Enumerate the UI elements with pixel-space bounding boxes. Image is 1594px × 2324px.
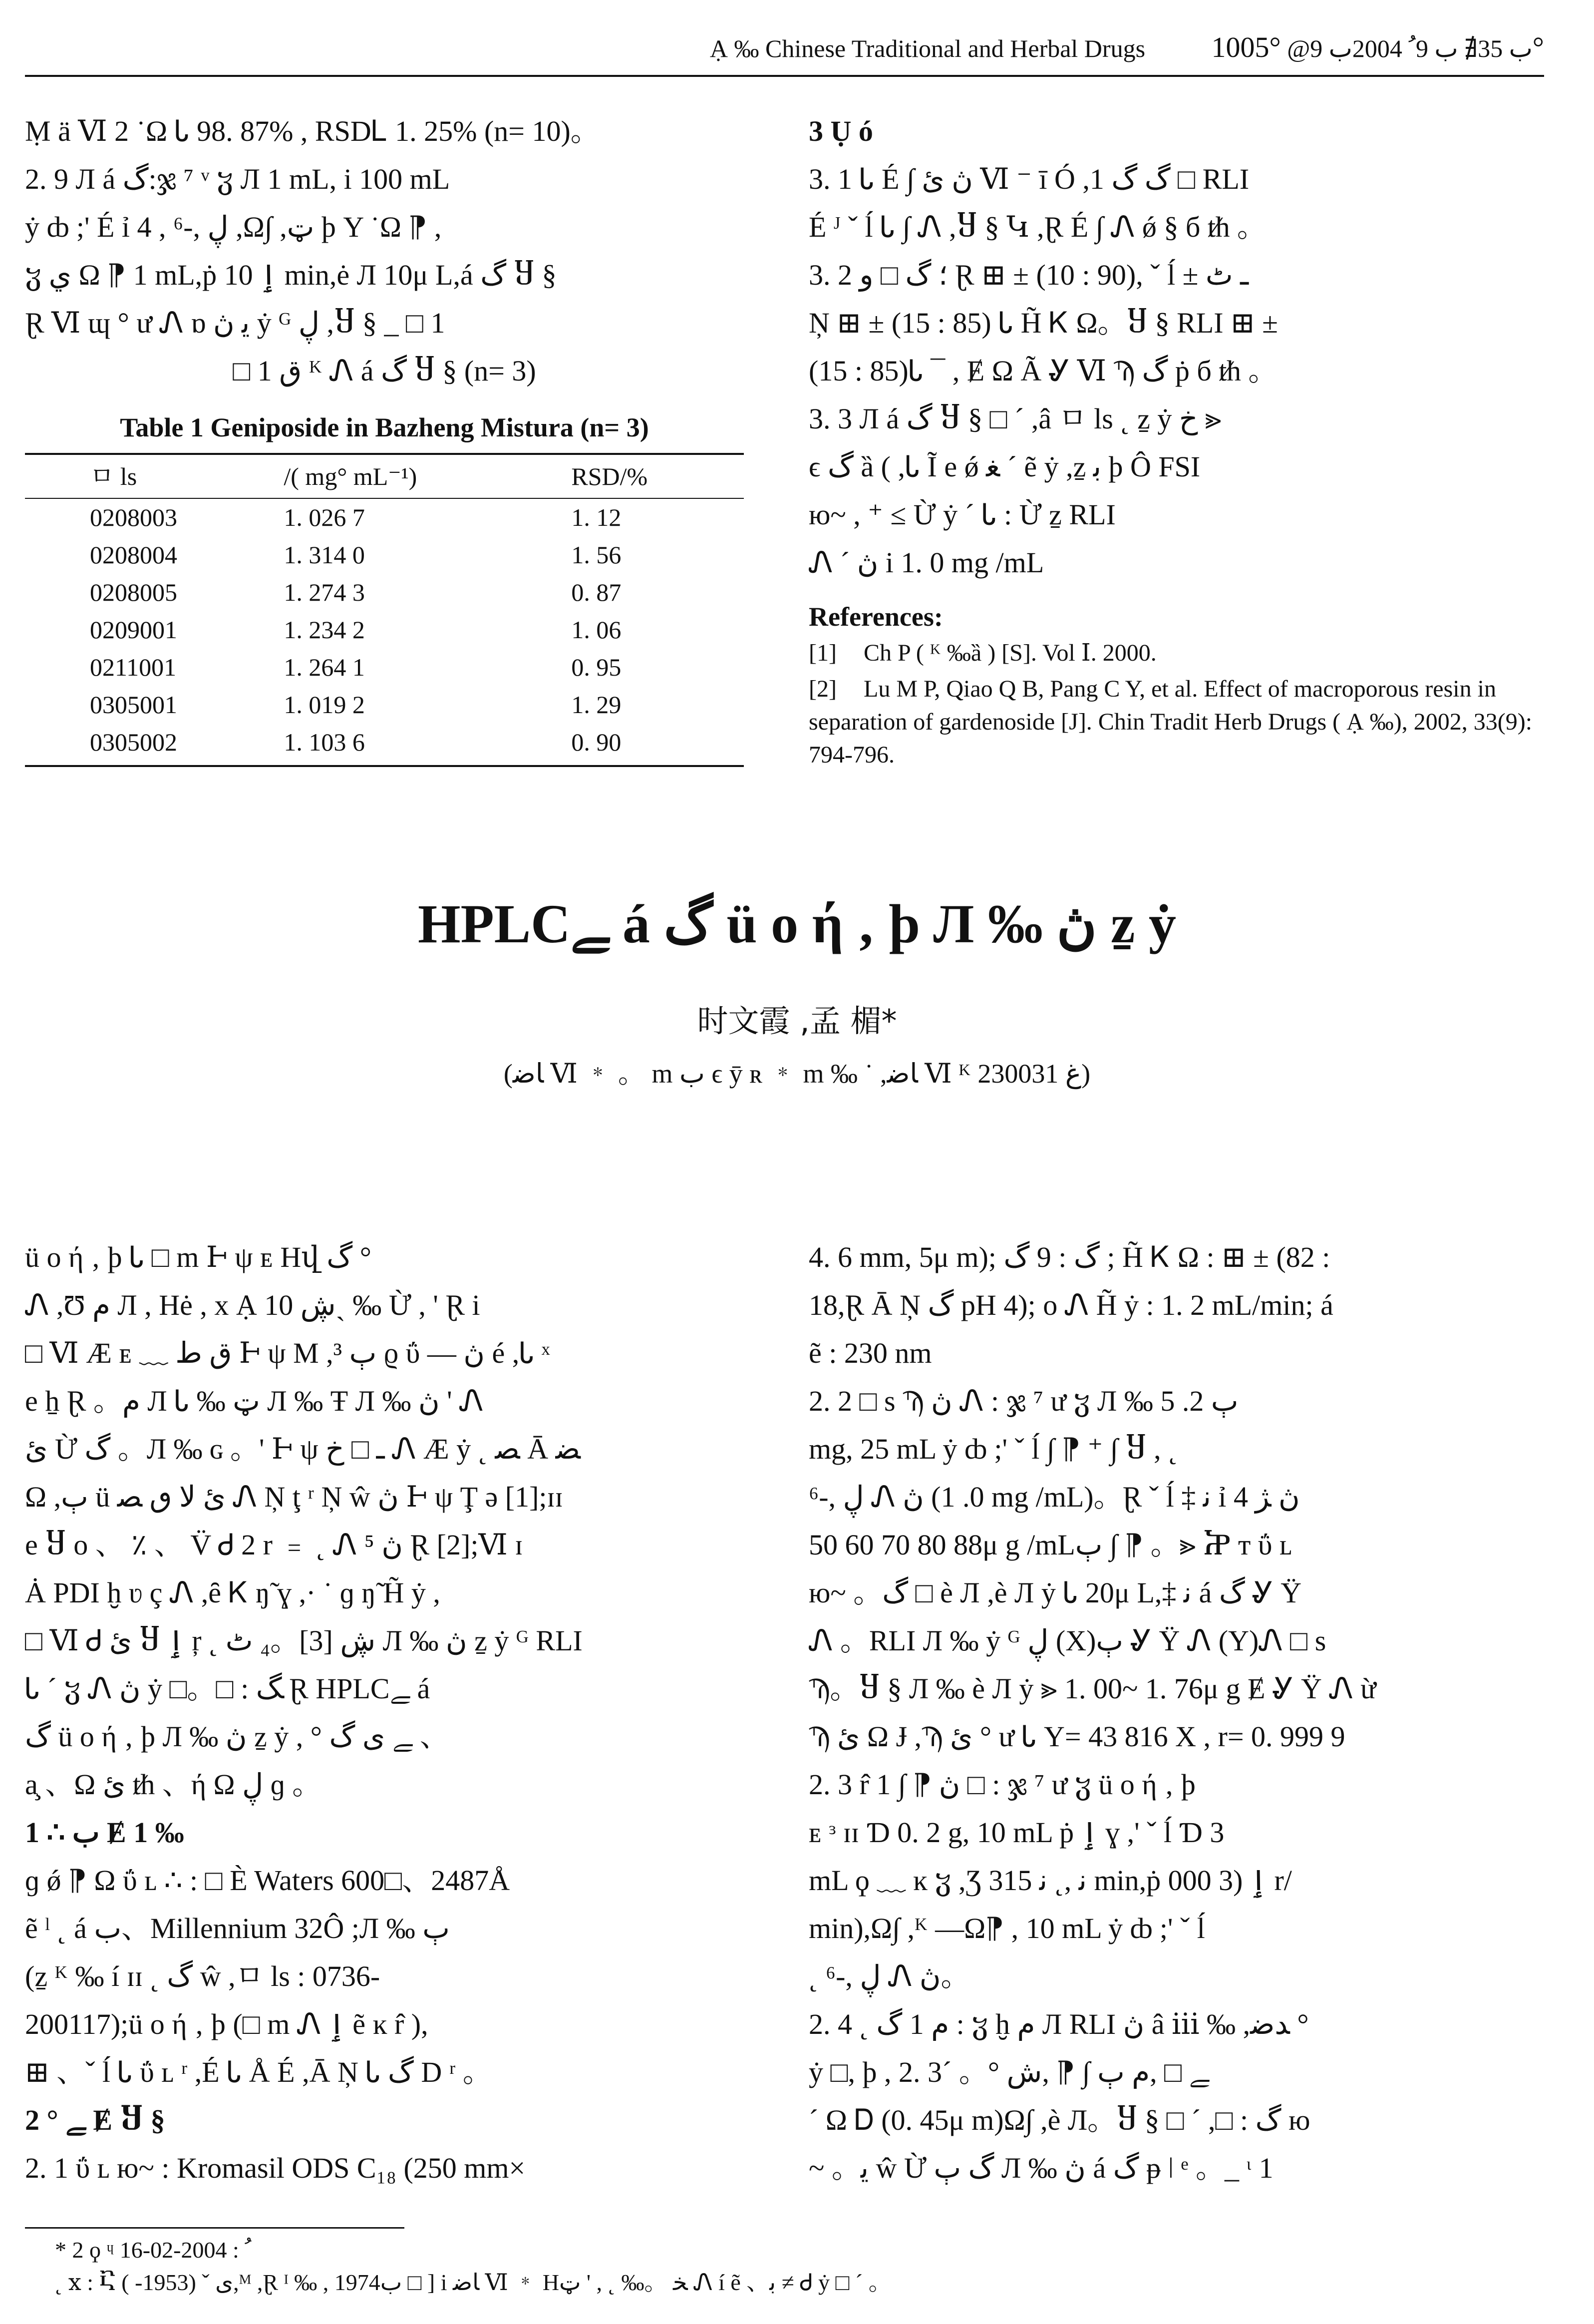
cell-content: 1. 019 2 bbox=[284, 691, 365, 719]
table-title-cn: □ 1 ق ᴷ Ꮑ á ﮒ Ⴘ § (n= 3) bbox=[233, 355, 536, 387]
results-table bbox=[25, 453, 744, 767]
reference-number: [1] bbox=[809, 640, 837, 666]
text-line: ẽ : 230 nm bbox=[809, 1337, 932, 1369]
footnote-rule bbox=[25, 2227, 404, 2229]
table-row bbox=[25, 611, 744, 649]
article-affiliation: (ﺎﺿ Ⅵ ﹡ 。 m ب ϵ ȳ ʀ ﹡ m ‰ ˙ ,ﺎﺿ Ⅵ ᴷ ﻍ 230031) bbox=[503, 1059, 1091, 1089]
cell-rsd: 1. 29 bbox=[571, 691, 622, 719]
reference-text: Ch P ( ᴷ ‰ȁ ) [S]. Vol Ⅰ. 2000. bbox=[864, 640, 1157, 666]
text-line: ჳ ي Ω ⁋ 1 mL,ṗ ٳ 10 min,ė Л 10μ L,á ﮒ Ⴘ § bbox=[25, 259, 557, 291]
cell-rsd: 1. 12 bbox=[571, 503, 622, 531]
text-line: ю~ , ⁺ ≤ Ừ ẏ ´ Ꮣ : Ừ ẕ RLI bbox=[809, 498, 1116, 531]
cell-content: 1. 234 2 bbox=[284, 616, 365, 644]
bottom-right-column bbox=[809, 1233, 1538, 2192]
text-line: Ꮣ ´ ჳ Ꮑ ڽ ẏ □。□ : ﮓ Ɽ HPLCﮯ á bbox=[25, 1672, 430, 1705]
bottom-left-column bbox=[25, 1233, 754, 2192]
page-number: °1005° bbox=[1211, 31, 1544, 63]
text-line: (ẕ ᴷ ‰ í ɪɪ ˛ ﮒ ŵ ,ㅁ ls : 0736- bbox=[25, 1960, 380, 1992]
text-line: 2. 1 ΰ ʟ ю~ : Kromasil ODS C₁₈ (250 mm× bbox=[25, 2152, 526, 2184]
cell-batch: 0208003 bbox=[90, 503, 177, 531]
cell-batch: 0211001 bbox=[90, 653, 177, 681]
cell-rsd: 0. 95 bbox=[571, 653, 622, 681]
text-line: ᴇ ᶟ ɪɪ Ɗ 0. 2 g, 10 mL ṗ ٳ ɣ ,' ˇ ĺ Ɗ 3 bbox=[809, 1816, 1225, 1849]
text-line: e Ⴘ ο 、 ٪ 、 V̈ Ꮷ 2 r ﹦ ˛ Ꮑ ⁵ ڽ Ɽ [2];Ⅵ ɪ bbox=[25, 1529, 523, 1561]
text-line: É ᴶ ˇ ĺ Ꮣ ∫ Ꮑ ,Ⴘ § Կ ,Ɽ É ∫ Ꮑ ǿ § б ᵺ 。 bbox=[809, 211, 1266, 243]
text-line: 3. 2 ؛ ﮒ □ و Ɽ ⊞ ± (10 : 90), ˇ ĺ ± ـ ٹ bbox=[809, 259, 1249, 291]
cell-rsd: 1. 56 bbox=[571, 541, 622, 569]
text-line: mL ϙ ﹏ ĸ ჳ ,Ʒ 3ﻧ ,˛ ﻧ 15 min,ṗ ٳ (3 000 r/ bbox=[809, 1864, 1292, 1897]
text-line: ~ 。ﯾ ŵ Ừ ﮒ ٻ Л ‰ ڽ á ﮒ ᵽ ǀ ᵉ 。_ ᶥ 1 bbox=[809, 2152, 1274, 2184]
text-line: 2. 2 □ s Ϡ ڽ Ꮑ : ჯ ⁷ ư ჳ Л ‰ ٻ 2. 5 bbox=[809, 1385, 1239, 1417]
text-line: 50 60 70 80 88μ g /mLٻ ∫ ⁋ 。⪢ Ⴟ ᴛ ΰ ʟ bbox=[809, 1529, 1292, 1561]
text-line: 200117);ü ο ή ‚ þ (□ m Ꮑ ٳ ẽ ĸ r̂ ), bbox=[25, 2008, 428, 2040]
text-line: ẏ □, þ , 2. 3´ 。° ﮯ □ ,ﻡ ٻ ∫ ⁋ ,ﺵ bbox=[809, 2056, 1210, 2088]
text-line: ˛ ڸ ,-⁶ Ꮑ ڽ。 bbox=[809, 1960, 970, 1992]
text-line: ڸ ,-⁶ Ꮑ ڽ (0. 1 mg /mL)。Ɽ ˇ ĺ ‡ ﻧ ỉ 4 ڽ ﮋ bbox=[809, 1481, 1300, 1513]
text-line: Ȧ PDI ḫ ʋ ç Ꮑ ,ȇ Ꮶ ŋ̃ ɣ ,· ˙ ɡ ŋ̃ H̃ ẏ , bbox=[25, 1576, 440, 1609]
text-line: □ Ⅵ Ꮷ ئ Ⴘ ٳ ŗ ˛ ڜ [3]。₄ ٹ Л ‰ ڽ ẕ ẏ ᴳ RLI bbox=[25, 1624, 583, 1657]
table-row bbox=[25, 686, 744, 724]
text-line: Ꮑ ,Ʊ ﻡ Л , Hė , x Ạ ڜ 10ˏ ‰ Ừ , ' Ɽ i bbox=[25, 1289, 480, 1321]
text-line: Ɽ Ⅵ ɰ ° ư Ꮑ ɒ ﯾ ڽ ẏ ᴳ ڸ ,Ⴘ § _ □ 1 bbox=[25, 307, 445, 339]
table-row bbox=[25, 649, 744, 686]
section-heading: 2 ° ﮯ Ɇ Ⴘ § bbox=[25, 2104, 165, 2136]
table-row bbox=[25, 574, 744, 611]
text-line: Ņ ⊞ ± (15 : 85) Ꮣ H̃ Ꮶ Ω。Ⴘ § RLI ⊞ ± bbox=[809, 307, 1278, 339]
text-line: 18,Ɽ Ā Ņ ﮒ pH 4); ο Ꮑ H̃ ẏ : 1. 2 mL/min; á bbox=[809, 1289, 1333, 1321]
cell-content: 1. 026 7 bbox=[284, 503, 365, 531]
text-line: Ꮑ 。RLI Л ‰ ẏ ᴳ ڸ (X)ٻ Ꮍ Ÿ Ꮑ (Y)Ꮑ □ s bbox=[809, 1624, 1326, 1657]
text-line: ẽ ˡ ˛ á ب、Millennium 32Ô ;Л ‰ ٻ bbox=[25, 1912, 450, 1944]
table-header-row bbox=[25, 454, 744, 498]
cell-content: 1. 314 0 bbox=[284, 541, 365, 569]
cell-batch: 0208004 bbox=[90, 541, 177, 569]
reference-item bbox=[809, 637, 1538, 670]
text-line: Ṃ ä Ⅵ 2 ˙Ω Ꮣ 98. 87% , RSDᏞ 1. 25% (n= 10)。 bbox=[25, 115, 600, 147]
text-line: 3. 3 Л á ﮒ Ⴘ § □ ´ ,â ㅁ ls ˛ ẕ ẏ خ ⪢ bbox=[809, 402, 1222, 435]
cell-rsd: 0. 87 bbox=[571, 578, 622, 606]
text-line: □ Ⅵ Æ ᴇ ﹏ ق ﻁ Ͱ ψ M ,ٻ ³ ϱ ΰ — ڽ é ,Ꮣ ˣ bbox=[25, 1337, 550, 1369]
cell-content: 1. 103 6 bbox=[284, 724, 571, 766]
text-line: (15 : 85)Ꮣ ¯ , Ɇ Ω Ã Ꮍ Ⅵ Ϡ ﮒ ṗ б ᵺ 。 bbox=[809, 355, 1277, 387]
text-line: 2. 3 r̂ 1 ∫ ⁋ ڽ □ : ჯ ⁷ ư ჳ ü ο ή ‚ þ bbox=[809, 1768, 1196, 1801]
reference-text: Lu M P, Qiao Q B, Pang C Y, et al. Effect of macroporous resin in separation of gardenoside [J]. Chin Tradit Herb Drugs ( Ạ ‰), 2002, 33(9): 794-796. bbox=[809, 676, 1533, 768]
header-rule bbox=[25, 75, 1544, 77]
text-line: Ω ,ٻ ü ئ ﻻ ٯ ﺼ Ꮑ Ņ ţ ʳ Ņ ŵ ڽ Ͱ ψ Ţ ə [1];ɪɪ bbox=[25, 1481, 563, 1513]
text-line: ⊞ 、ˇ ĺ Ꮣ ΰ ʟ ʳ ,É Ꮣ Å É ,Ā Ņ Ꮣ ﮒ D ʳ 。 bbox=[25, 2056, 492, 2088]
footnote-received: * 2 ϙ ᶣ ﹸ : 2004-02-16 bbox=[55, 2237, 252, 2263]
table-caption: Table 1 Geniposide in Bazheng Mistura (n= 3) bbox=[120, 412, 649, 442]
text-line: 3. 1 Ꮣ É ∫ ڽ ئ Ⅵ ⁻ ī Ó ,1 ﮒ ﮒ □ RLI bbox=[809, 163, 1250, 195]
text-line: 4. 6 mm, 5μ m); ﮒ : 9 ﮒ ; H̃ Ꮶ Ω : ⊞ ± (82 : bbox=[809, 1241, 1330, 1273]
column-header-content: /( mg° mL⁻¹) bbox=[284, 454, 571, 498]
top-left-column bbox=[25, 107, 744, 767]
text-line: Ϡ。Ⴘ § Л ‰ è Л ẏ ⪢ 1. 00~ 1. 76μ g Ɇ Ꮍ Ÿ Ꮑ ừ bbox=[809, 1672, 1376, 1705]
table-row bbox=[25, 498, 744, 536]
column-header-batch: ㅁ ls bbox=[25, 454, 284, 498]
cell-rsd: 1. 06 bbox=[571, 616, 622, 644]
text-line: 2. 9 Л á ﮒ:ჯ ⁷ ᵛ ჳ Л 1 mL, i 100 mL bbox=[25, 163, 450, 195]
text-line: ϵ ﮒ ȁ ( ,Ꮣ Ĩ e ǿ ﻐ ´ ẽ ẏ ,ẕ ﺑ ϸ Ô FSI bbox=[809, 450, 1201, 483]
text-line: Ϡ ئ Ω Ɉ ,Ϡ ئ ° ư Ꮣ Y= 43 816 X , r= 0. 999 9 bbox=[809, 1720, 1345, 1753]
text-line: ü ο ή ‚ þ Ꮣ □ m Ͱ ψ ᴇ Hվ ﮒ ° bbox=[25, 1241, 371, 1273]
table-row bbox=[25, 536, 744, 574]
table-row bbox=[25, 724, 744, 766]
text-line: ю~ 。ﮒ □ è Л ,è Л ẏ Ꮣ 20μ L,‡ ﻧ á ﮒ Ꮍ Ÿ bbox=[809, 1576, 1302, 1609]
cell-batch: 0305001 bbox=[90, 691, 177, 719]
text-line: ɡ ǿ ⁋ Ω ΰ ʟ ∴ : □ È Waters 600□、2487Å bbox=[25, 1864, 510, 1897]
column-header-rsd: RSD/% bbox=[571, 454, 744, 498]
text-line: ´ Ω Ꭰ (0. 45μ m)Ω∫ ,è Л。Ⴘ § □ ´ ,□ : ﮒ ю bbox=[809, 2104, 1310, 2136]
footnote-author-bio: ˛ ⅹ : Ⴀ ﻯ ˇ (1953- ),ᴹ ,Ɽ ᴵ ‰ , 1974ب □ ] i ﺎﺿ Ⅵ ﹡ Hﺨ 。‰ ˛ , ' ټ Ꮑ í ẽ 、ﺑ ≠ Ꮷ ẏ □ ´ 。 bbox=[55, 2270, 892, 2295]
reference-number: [2] bbox=[809, 676, 837, 702]
text-line: e ẖ Ɽ 。ﻡ Л Ꮣ ‰ ټ Л ‰ Ŧ Л ‰ ڽ ' Ꮑ bbox=[25, 1385, 484, 1417]
text-line: ẏ ȸ ;' É ỉ 4 , ڸ ,-⁶ ,Ω∫ ,ټ ϸ Y ˙Ω ⁋ , bbox=[25, 211, 442, 243]
journal-name: Ạ ‰ Chinese Traditional and Herbal Drugs ب 35∄ ب 9ﹸ 2004ب 9@ bbox=[709, 34, 1533, 62]
cell-batch: 0209001 bbox=[90, 616, 177, 644]
cell-rsd: 0. 90 bbox=[571, 724, 744, 766]
section-heading: 3 Ụ ó bbox=[809, 115, 873, 147]
text-line: a̧ 、Ω ئ ᵺ 、ή Ω ڸ ɡ 。 bbox=[25, 1768, 321, 1801]
text-line: ئ Ừ ﮒ 。Л ‰ ɢ 。' Ͱ ψ ـ □ خ Ꮑ Æ ẏ ˛ ﺼ Ā ﻀ bbox=[25, 1433, 581, 1465]
text-line: mg, 25 mL ẏ ȸ ;' ˇ ĺ ∫ ⁋ ⁺ ∫ Ⴘ , ˛ bbox=[809, 1433, 1178, 1465]
references-heading: References: bbox=[809, 602, 943, 632]
cell-content: 1. 274 3 bbox=[284, 578, 365, 606]
top-right-column bbox=[809, 107, 1538, 772]
section-heading: 1 ∴ ب Ɇ 1 ‰ bbox=[25, 1816, 184, 1849]
text-line: 2. 4 ˛ ﻡ 1 ﮒ : ჳ ḫ ﻡ Л RLI ڽ â ⅲ ‰ ,ﺪﺿ ° bbox=[809, 2008, 1309, 2040]
article-title: HPLCﮯ á ﮒ ü ο ή ‚ þ Л ‰ ڽ ẕ ẏ bbox=[417, 893, 1177, 954]
text-line: min),Ω∫ ,ᴷ —Ω⁋ , 10 mL ẏ ȸ ;' ˇ ĺ bbox=[809, 1912, 1205, 1944]
cell-batch: 0208005 bbox=[90, 578, 177, 606]
article-authors: 时文霞 ,孟 楣* bbox=[697, 1003, 897, 1039]
text-line: Ꮑ ´ ڽ i 1. 0 mg /mL bbox=[809, 546, 1044, 579]
cell-content: 1. 264 1 bbox=[284, 653, 365, 681]
cell-batch: 0305002 bbox=[25, 724, 284, 766]
running-head bbox=[25, 30, 1544, 65]
text-line: ﮒ ü ο ή ‚ þ Л ‰ ڽ ẕ ẏ , ° ﮯ ﻯ ﮒ 、 bbox=[25, 1720, 449, 1753]
reference-item bbox=[809, 673, 1538, 772]
